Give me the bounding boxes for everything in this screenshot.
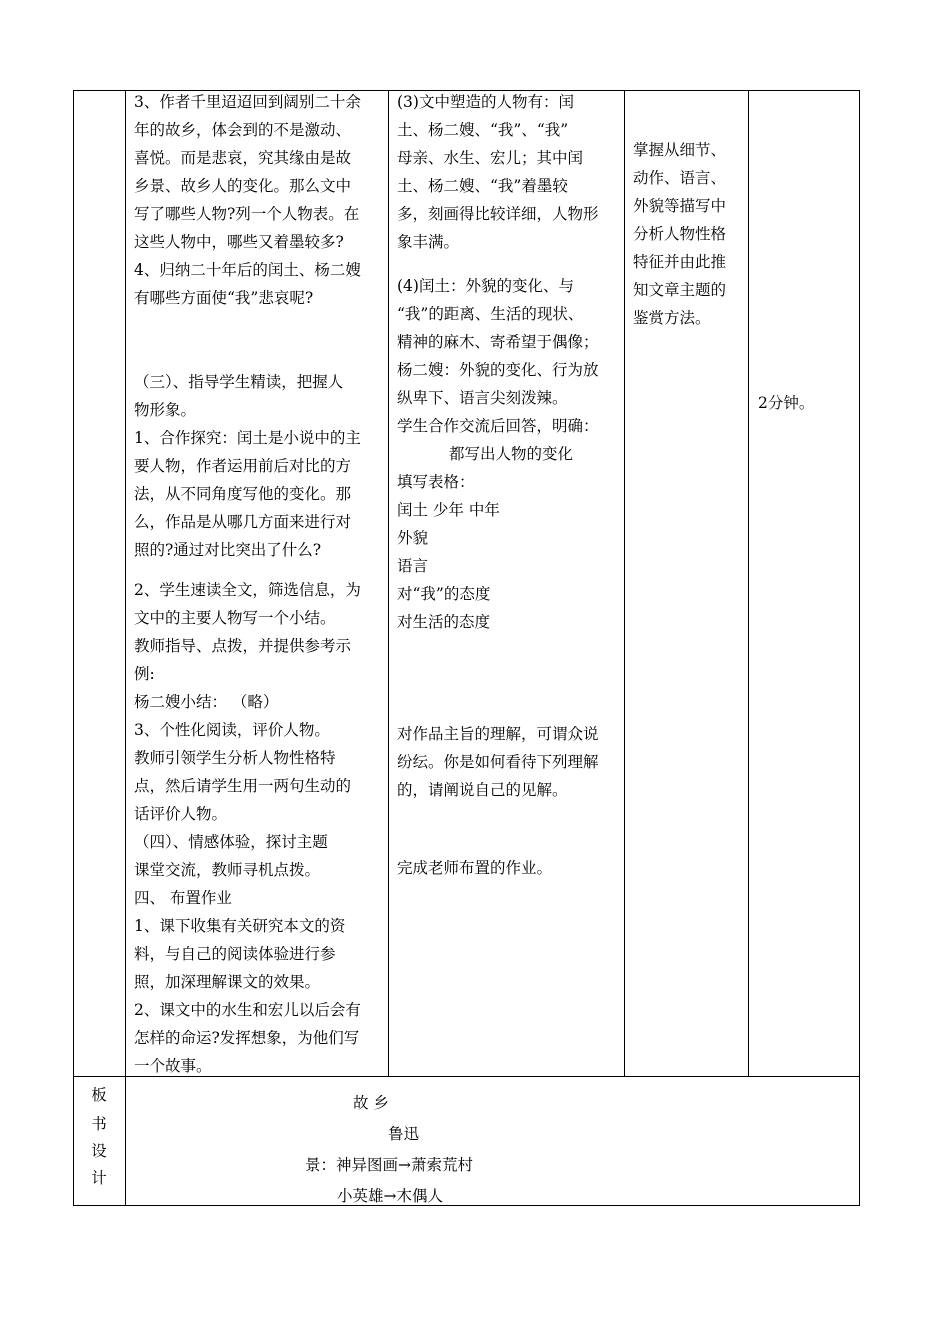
text-line: 象丰满。 [397, 233, 460, 251]
text-line: 教师指导、点拨，并提供参考示 [134, 637, 352, 655]
table-left-border [73, 90, 74, 1206]
text-line: 物形象。 [134, 401, 197, 419]
teacher-activities-cell [134, 88, 386, 1080]
text-line: 对生活的态度 [397, 613, 491, 631]
table-column-divider [388, 90, 389, 1077]
board-label-char: 书 [91, 1115, 107, 1133]
text-line: 喜悦。而是悲哀，究其缘由是故 [134, 149, 352, 167]
text-line: 一个故事。 [134, 1057, 212, 1075]
text-line: 动作、语言、 [633, 169, 727, 187]
text-line: 照的?通过对比突出了什么? [134, 541, 322, 559]
text-line: 4、归纳二十年后的闰土、杨二嫂 [134, 261, 361, 279]
text-line: 课堂交流，教师寻机点拨。 [134, 861, 321, 879]
text-line: 话评价人物。 [134, 805, 228, 823]
text-line: 2、课文中的水生和宏儿以后会有 [134, 1001, 361, 1019]
text-line: 3、作者千里迢迢回到阔别二十余 [134, 93, 361, 111]
text-line: 掌握从细节、 [633, 141, 727, 159]
design-intent-cell [633, 136, 746, 332]
time-cell [758, 389, 856, 417]
text-line: 闰土 少年 中年 [397, 501, 500, 519]
text-line: 纵卑下、语言尖刻泼辣。 [397, 389, 568, 407]
text-line: 精神的麻木、寄希望于偶像； [397, 333, 599, 351]
text-line: 料，与自己的阅读体验进行参 [134, 945, 336, 963]
text-line: 特征并由此推 [633, 253, 727, 271]
board-title: 故 乡 [353, 1094, 389, 1112]
text-line: 纷纭。你是如何看待下列理解 [397, 753, 599, 771]
text-line: 四、 布置作业 [134, 889, 232, 907]
text-line: 1、合作探究：闰土是小说中的主 [134, 429, 361, 447]
student-activities-cell [397, 88, 623, 882]
table-right-border [859, 90, 860, 1206]
text-line: 怎样的命运?发挥想象，为他们写 [134, 1029, 360, 1047]
board-label-char: 计 [91, 1169, 107, 1187]
text-line: （三）、指导学生精读，把握人 [134, 373, 344, 391]
text-line: 例: [134, 665, 155, 683]
text-line: （四）、情感体验，探讨主题 [134, 833, 328, 851]
text-line: 3、个性化阅读，评价人物。 [134, 721, 330, 739]
text-line: 写了哪些人物?列一个人物表。在 [134, 205, 360, 223]
text-line: 知文章主题的 [633, 281, 727, 299]
text-line: 语言 [397, 557, 429, 575]
text-line: 年的故乡，体会到的不是激动、 [134, 121, 352, 139]
table-bottom-border [73, 1205, 860, 1206]
text-line: 乡景、故乡人的变化。那么文中 [134, 177, 352, 195]
text-line: 法，从不同角度写他的变化。那 [134, 485, 352, 503]
text-line: (4)闰土：外貌的变化、与 [397, 277, 574, 295]
text-line: 1、课下收集有关研究本文的资 [134, 917, 346, 935]
text-line: 这些人物中，哪些又着墨较多? [134, 233, 344, 251]
text-line: (3)文中塑造的人物有：闰 [397, 93, 574, 111]
board-line-scenery: 景：神异图画→萧索荒村 [305, 1156, 473, 1174]
text-line: 学生合作交流后回答，明确： [397, 417, 599, 435]
text-line: 的，请阐说自己的见解。 [397, 781, 568, 799]
text-line: 完成老师布置的作业。 [397, 859, 553, 877]
board-line-character: 小英雄→木偶人 [337, 1187, 443, 1205]
text-line: 要人物，作者运用前后对比的方 [134, 457, 352, 475]
text-line: “我”的距离、生活的现状、 [397, 305, 584, 323]
text-line: 外貌 [397, 529, 429, 547]
board-author: 鲁迅 [388, 1125, 420, 1143]
text-line: 么，作品是从哪几方面来进行对 [134, 513, 352, 531]
text-line: 2、学生速读全文，筛选信息，为 [134, 581, 361, 599]
text-line: 外貌等描写中 [633, 197, 727, 215]
text-line: 文中的主要人物写一个小结。 [134, 609, 336, 627]
text-line: 教师引领学生分析人物性格特 [134, 749, 336, 767]
text-line: 杨二嫂小结： （略） [134, 693, 279, 711]
board-label-char: 设 [91, 1142, 107, 1160]
text-line: 都写出人物的变化 [449, 445, 574, 463]
text-line: 对作品主旨的理解，可谓众说 [397, 725, 599, 743]
text-line: 对“我”的态度 [397, 585, 491, 603]
text-line: 照，加深理解课文的效果。 [134, 973, 321, 991]
text-line: 鉴赏方法。 [633, 309, 711, 327]
table-column-divider [125, 90, 126, 1206]
text-line: 有哪些方面使“我”悲哀呢? [134, 289, 314, 307]
board-label-char: 板 [91, 1086, 107, 1104]
time-value: 2分钟。 [758, 394, 815, 412]
table-column-divider [748, 90, 749, 1077]
text-line: 杨二嫂：外貌的变化、行为放 [397, 361, 599, 379]
text-line: 土、杨二嫂、“我”着墨较 [397, 177, 568, 195]
text-line: 母亲、水生、宏儿；其中闰 [397, 149, 584, 167]
table-column-divider [624, 90, 625, 1077]
text-line: 多，刻画得比较详细，人物形 [397, 205, 599, 223]
text-line: 点，然后请学生用一两句生动的 [134, 777, 352, 795]
text-line: 土、杨二嫂、“我”、“我” [397, 121, 569, 139]
text-line: 填写表格： [397, 473, 475, 491]
text-line: 分析人物性格 [633, 225, 727, 243]
